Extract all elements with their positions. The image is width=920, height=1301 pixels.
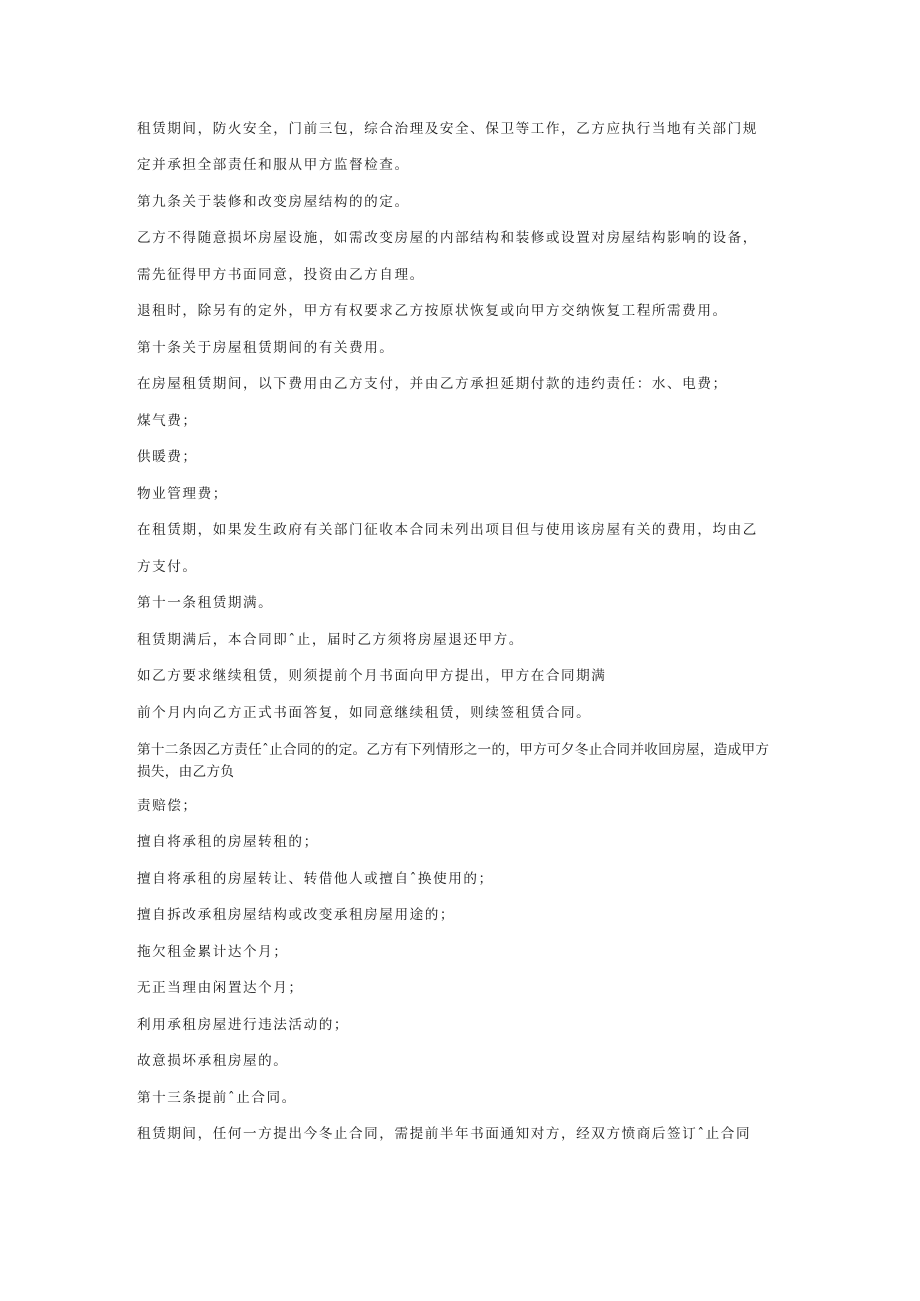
list-item: 物业管理费； [137, 486, 228, 502]
list-item: 擅自将承租的房屋转租的； [137, 834, 319, 850]
paragraph-line: 乙方不得随意损坏房屋设施，如需改变房屋的内部结构和装修或设置对房屋结构影响的设备， [137, 230, 758, 246]
list-item: 供暖费； [137, 449, 198, 465]
paragraph-line: 方支付。 [137, 559, 198, 575]
paragraph-line: 退租时，除另有的定外，甲方有权要求乙方按原状恢复或向甲方交纳恢复工程所需费用。 [137, 303, 728, 319]
paragraph-line: 租赁期间，防火安全，门前三包，综合治理及安全、保卫等工作，乙方应执行当地有关部门规 [137, 121, 758, 137]
list-item: 故意损坏承租房屋的。 [137, 1053, 289, 1069]
list-item: 煤气费； [137, 413, 198, 429]
section-heading: 第十三条提前ˆ止合同。 [137, 1090, 297, 1106]
paragraph-line: 定并承担全部责任和服从甲方监督检查。 [137, 157, 410, 173]
paragraph-line: 在租赁期，如果发生政府有关部门征收本合同未列出项目但与使用该房屋有关的费用，均由乙 [137, 522, 758, 538]
paragraph-line: 如乙方要求继续租赁，则须提前个月书面向甲方提出，甲方在合同期满 [137, 668, 607, 684]
section-heading: 第十一条租赁期满。 [137, 595, 274, 611]
paragraph-line: 责赔偿； [137, 798, 198, 814]
list-item: 利用承租房屋进行违法活动的； [137, 1017, 350, 1033]
list-item: 拖欠租金累计达个月； [137, 944, 289, 960]
list-item: 擅自拆改承租房屋结构或改变承租房屋用途的； [137, 907, 456, 923]
paragraph-line: 需先征得甲方书面同意，投资由乙方自理。 [137, 267, 425, 283]
section-heading: 第十二条因乙方责任ˆ止合同的的定。乙方有下列情形之一的，甲方可夕冬止合同并收回房屋，造成甲方损失，由乙方负 [137, 742, 770, 780]
section-heading: 第十条关于房屋租赁期间的有关费用。 [137, 340, 395, 356]
section-heading: 第九条关于装修和改变房屋结构的的定。 [137, 194, 410, 210]
paragraph-line: 前个月内向乙方正式书面答复，如同意继续租赁，则续签租赁合同。 [137, 705, 592, 721]
paragraph-line: 租赁期间，任何一方提出今冬止合同，需提前半年书面通知对方，经双方愤商后签订ˆ止合同 [137, 1126, 752, 1142]
list-item: 擅自将承租的房屋转让、转借他人或擅自ˆ换使用的； [137, 871, 494, 887]
paragraph-line: 租赁期满后，本合同即ˆ止，届时乙方须将房屋退还甲方。 [137, 632, 524, 648]
list-item: 无正当理由闲置达个月； [137, 980, 304, 996]
paragraph-line: 在房屋租赁期间，以下费用由乙方支付，并由乙方承担延期付款的违约责任：水、电费； [137, 376, 728, 392]
